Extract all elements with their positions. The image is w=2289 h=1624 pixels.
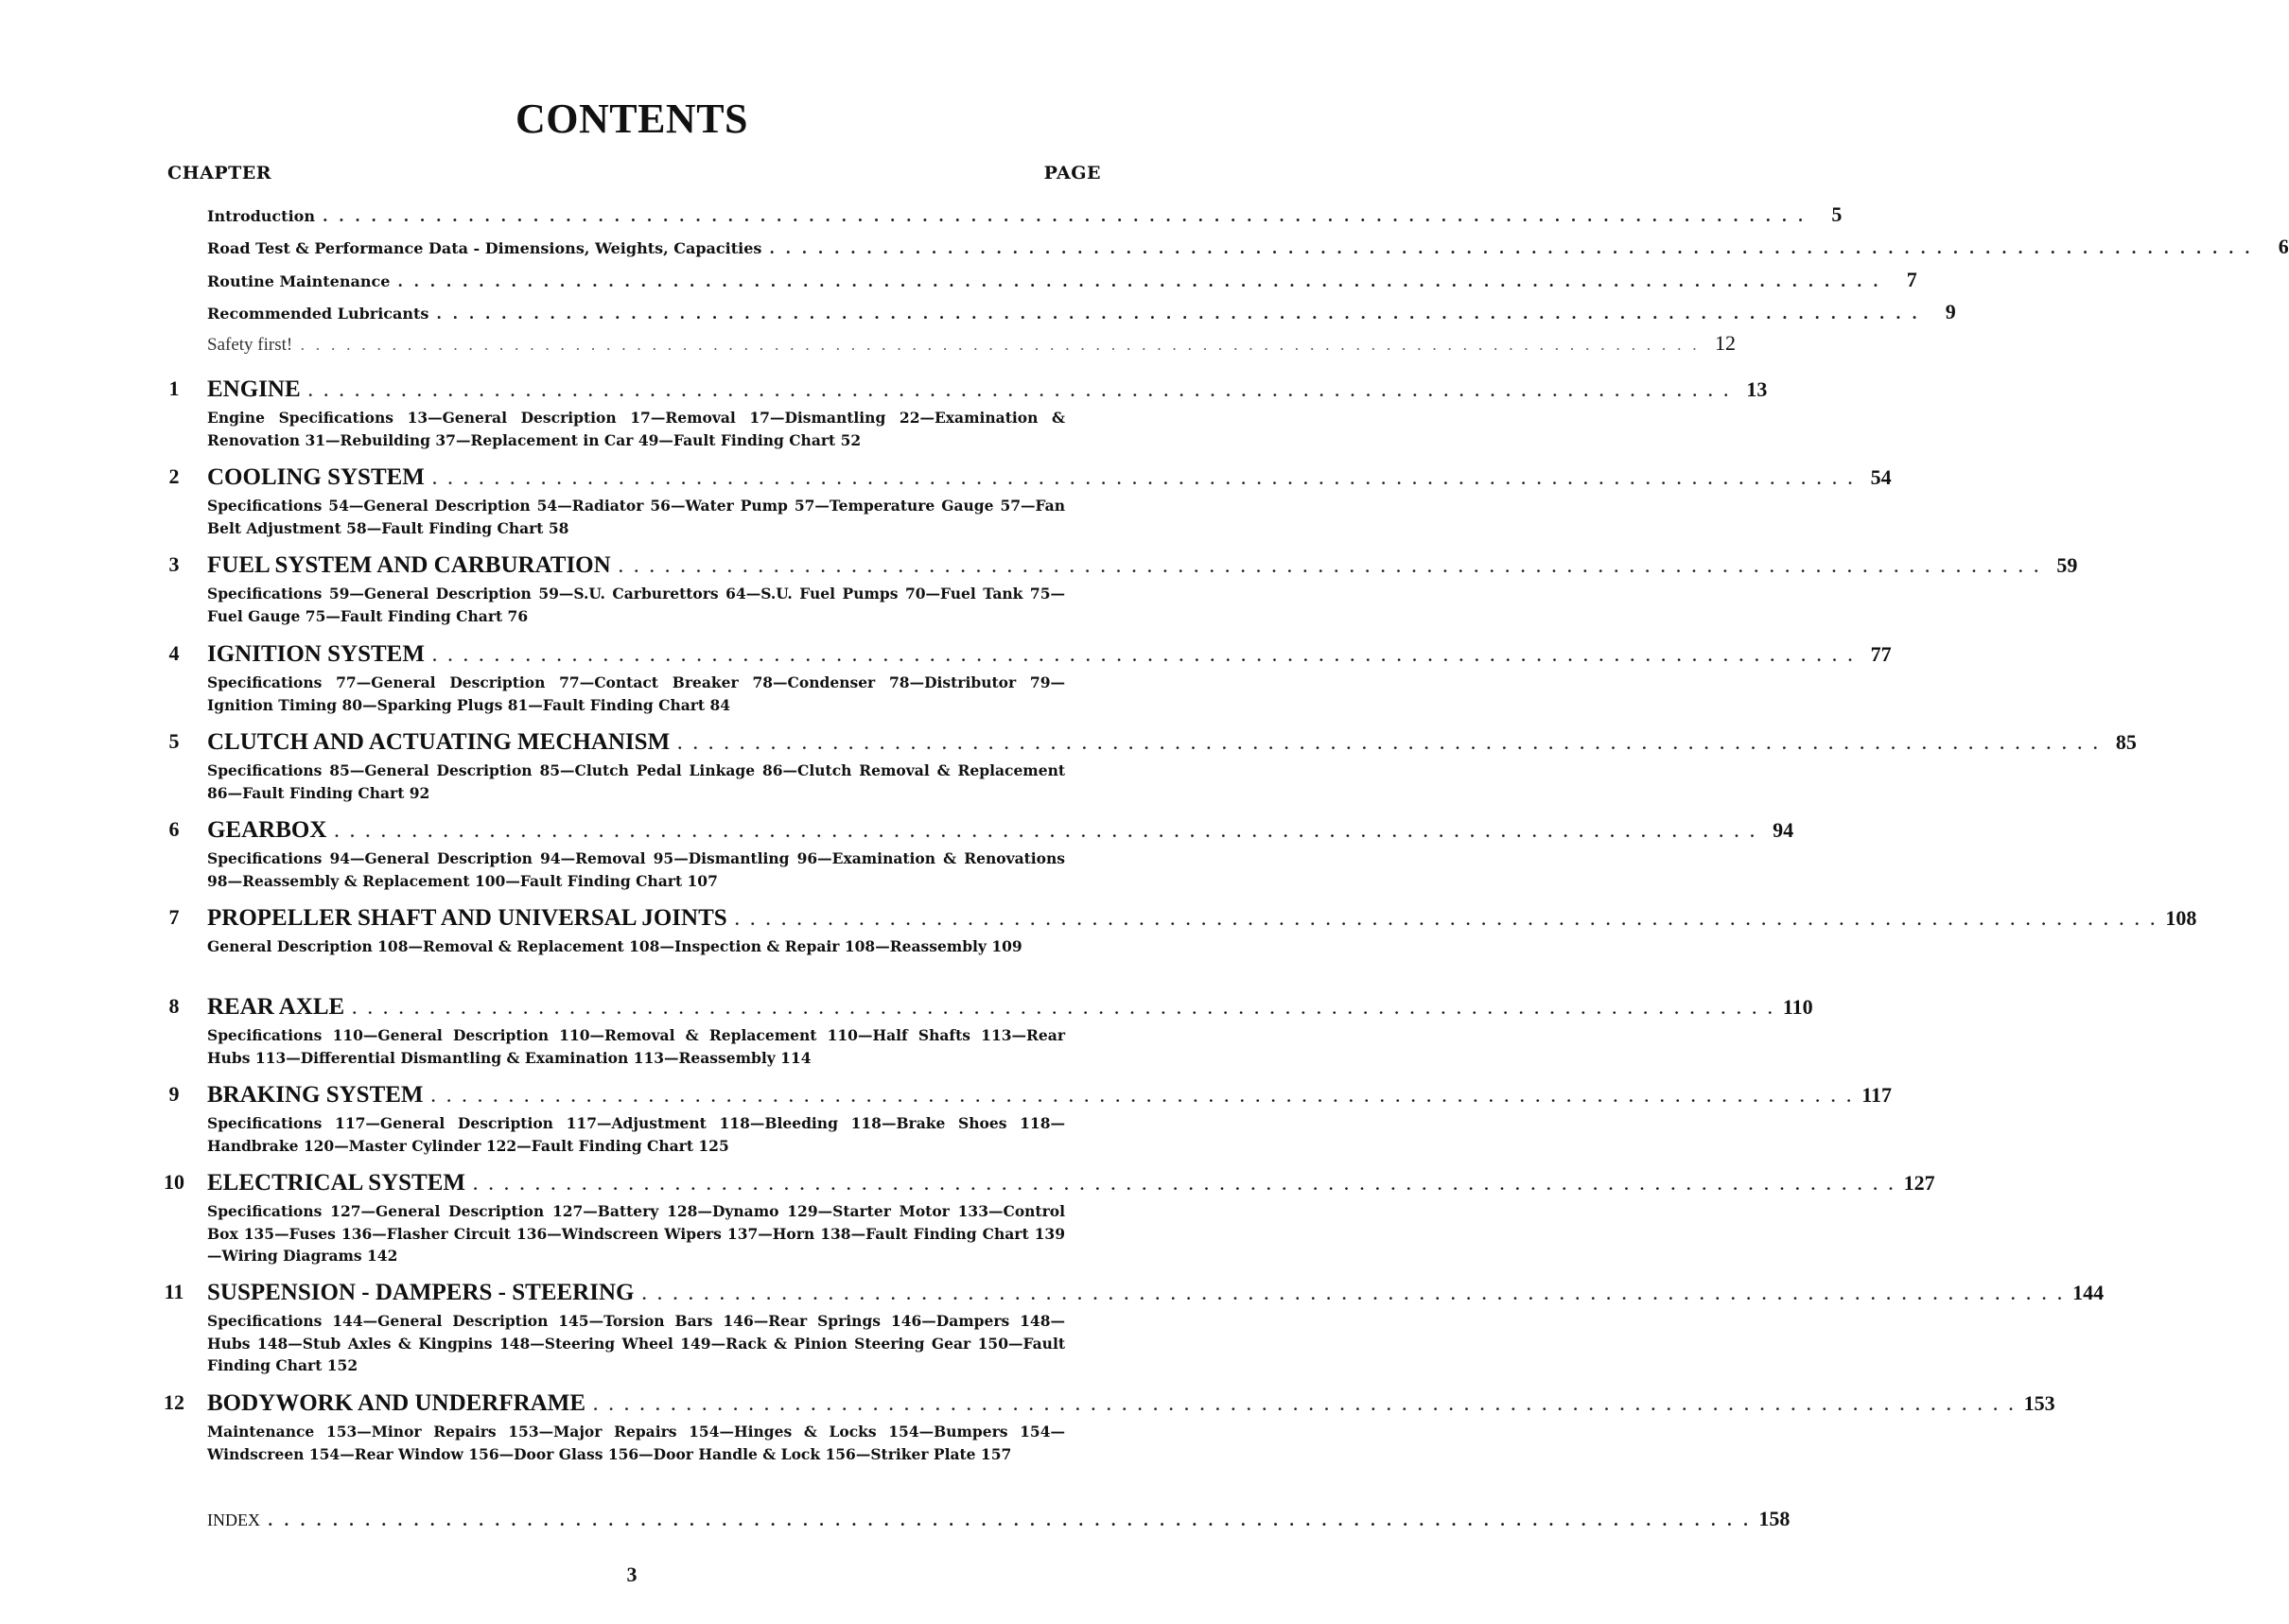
chapter-title: SUSPENSION - DAMPERS - STEERING <box>207 1280 635 1305</box>
chapter-number: 3 <box>168 552 180 576</box>
chapter-description: Specifications 59—General Description 59—S.U. Carburettors 64—S.U. Fuel Pumps 70—Fuel Tank 75—Fuel Gauge 75—Fault Finding Chart 76 <box>207 585 1065 625</box>
chapter-page-number: 108 <box>2165 906 2197 930</box>
toc-chapter-11[interactable] <box>159 1280 2105 1377</box>
chapter-number: 12 <box>164 1390 184 1414</box>
chapter-number: 1 <box>168 376 180 400</box>
chapter-page-number: 144 <box>2072 1281 2105 1304</box>
entry-page-number: 7 <box>1906 268 1917 291</box>
page-column-heading: PAGE <box>1043 163 1101 183</box>
chapter-page-number: 153 <box>2023 1391 2055 1415</box>
entry-label: Safety first! <box>207 335 293 355</box>
page-title: CONTENTS <box>515 96 749 142</box>
dot-leader: . . . . . . . . . . . . . . . . . . . . . . . . . . . . . . . . . . . . . . . . . . . . . . . . . . . . . . . . . . . . . . . . . . . . . . . . . . . . . . . . . . . . . . . . . . . . <box>431 471 1856 488</box>
chapter-title: BRAKING SYSTEM <box>207 1082 424 1108</box>
toc-entry-routine-maintenance[interactable] <box>207 268 1917 294</box>
chapter-number: 2 <box>168 464 180 488</box>
toc-chapter-8[interactable] <box>159 994 1813 1069</box>
entry-label: Recommended Lubricants <box>207 305 429 323</box>
chapter-page-number: 59 <box>2056 553 2078 577</box>
toc-chapter-9[interactable] <box>159 1082 1892 1157</box>
dot-leader: . . . . . . . . . . . . . . . . . . . . . . . . . . . . . . . . . . . . . . . . . . . . . . . . . . . . . . . . . . . . . . . . . . . . . . . . . . . . . . . . . . . . . . . . . . . . <box>430 1089 1855 1106</box>
chapter-number: 11 <box>164 1280 184 1303</box>
chapter-description: Specifications 117—General Description 117—Adjustment 118—Bleeding 118—Brake Shoes 118—Handbrake 120—Master Cylinder 122—Fault Finding Chart 125 <box>207 1114 1065 1155</box>
toc-entry-road-test[interactable] <box>207 235 2289 261</box>
chapter-number: 5 <box>168 729 180 753</box>
toc-chapter-1[interactable] <box>159 376 1768 451</box>
entry-page-number: 5 <box>1831 202 1843 226</box>
chapter-description: Specifications 144—General Description 145—Torsion Bars 146—Rear Springs 146—Dampers 148—Hubs 148—Stub Axles & Kingpins 148—Steering Wheel 149—Rack & Pinion Steering Gear 150—Fault Finding Chart 152 <box>207 1312 1065 1374</box>
dot-leader: . . . . . . . . . . . . . . . . . . . . . . . . . . . . . . . . . . . . . . . . . . . . . . . . . . . . . . . . . . . . . . . . . . . . . . . . . . . . . . . . . . . . . . . . . . . . <box>300 336 1700 354</box>
entry-label: Introduction <box>207 207 315 225</box>
chapter-title: CLUTCH AND ACTUATING MECHANISM <box>207 729 671 755</box>
chapter-description: Specifications 110—General Description 110—Removal & Replacement 110—Half Shafts 113—Rear Hubs 113—Differential Dismantling & Examination 113—Reassembly 114 <box>207 1026 1065 1067</box>
toc-chapter-6[interactable] <box>159 817 1794 892</box>
chapter-description: Specifications 127—General Description 127—Battery 128—Dynamo 129—Starter Motor 133—Control Box 135—Fuses 136—Flasher Circuit 136—Windscreen Wipers 137—Horn 138—Fault Finding Chart 139—Wiring Diagrams 142 <box>207 1202 1065 1265</box>
entry-page-number: 158 <box>1758 1507 1791 1530</box>
chapter-title: GEARBOX <box>207 817 327 843</box>
dot-leader: . . . . . . . . . . . . . . . . . . . . . . . . . . . . . . . . . . . . . . . . . . . . . . . . . . . . . . . . . . . . . . . . . . . . . . . . . . . . . . . . . . . . . . . . . . . . <box>593 1397 2017 1414</box>
entry-page-number: 12 <box>1714 331 1736 355</box>
dot-leader: . . . . . . . . . . . . . . . . . . . . . . . . . . . . . . . . . . . . . . . . . . . . . . . . . . . . . . . . . . . . . . . . . . . . . . . . . . . . . . . . . . . . . . . . . . . . <box>734 912 2158 929</box>
dot-leader: . . . . . . . . . . . . . . . . . . . . . . . . . . . . . . . . . . . . . . . . . . . . . . . . . . . . . . . . . . . . . . . . . . . . . . . . . . . . . . . . . . . . . . . . . . . . <box>641 1286 2066 1303</box>
chapter-description: Specifications 77—General Description 77—Contact Breaker 78—Condenser 78—Distributor 79—Ignition Timing 80—Sparking Plugs 81—Fault Finding Chart 84 <box>207 673 1065 714</box>
chapter-title: FUEL SYSTEM AND CARBURATION <box>207 552 611 578</box>
chapter-page-number: 77 <box>1870 642 1892 666</box>
dot-leader: . . . . . . . . . . . . . . . . . . . . . . . . . . . . . . . . . . . . . . . . . . . . . . . . . . . . . . . . . . . . . . . . . . . . . . . . . . . . . . . . . . . . . . . . . . . . <box>473 1177 1896 1194</box>
toc-entry-index[interactable] <box>207 1507 1791 1533</box>
chapter-description: Specifications 85—General Description 85—Clutch Pedal Linkage 86—Clutch Removal & Replacement 86—Fault Finding Chart 92 <box>207 761 1065 802</box>
chapter-number: 8 <box>168 994 180 1018</box>
chapter-description: Engine Specifications 13—General Description 17—Removal 17—Dismantling 22—Examination & Renovation 31—Rebuilding 37—Replacement in Car 49—Fault Finding Chart 52 <box>207 409 1065 449</box>
chapter-title: REAR AXLE <box>207 994 345 1020</box>
dot-leader: . . . . . . . . . . . . . . . . . . . . . . . . . . . . . . . . . . . . . . . . . . . . . . . . . . . . . . . . . . . . . . . . . . . . . . . . . . . . . . . . . . . . . . . . . . . . <box>334 824 1758 841</box>
chapter-number: 6 <box>168 817 180 841</box>
footer-page-number: 3 <box>626 1563 638 1586</box>
entry-label: Road Test & Performance Data - Dimensions, Weights, Capacities <box>207 239 762 257</box>
chapter-title: PROPELLER SHAFT AND UNIVERSAL JOINTS <box>207 905 727 931</box>
dot-leader: . . . . . . . . . . . . . . . . . . . . . . . . . . . . . . . . . . . . . . . . . . . . . . . . . . . . . . . . . . . . . . . . . . . . . . . . . . . . . . . . . . . . . . . . . . . . <box>431 648 1856 665</box>
chapter-page-number: 13 <box>1746 377 1768 401</box>
chapter-number: 7 <box>168 905 180 929</box>
chapter-description: Specifications 54—General Description 54—Radiator 56—Water Pump 57—Temperature Gauge 57—Fan Belt Adjustment 58—Fault Finding Chart 58 <box>207 497 1065 537</box>
entry-label: Routine Maintenance <box>207 272 391 290</box>
chapter-number: 4 <box>168 641 180 665</box>
chapter-column-heading: CHAPTER <box>167 163 272 183</box>
chapter-number: 9 <box>168 1082 180 1106</box>
toc-chapter-12[interactable] <box>159 1390 2055 1465</box>
toc-entry-safety-first[interactable] <box>207 331 1736 358</box>
toc-chapter-2[interactable] <box>159 464 1892 539</box>
chapter-description: Specifications 94—General Description 94—Removal 95—Dismantling 96—Examination & Renovations 98—Reassembly & Replacement 100—Fault Finding Chart 107 <box>207 849 1065 890</box>
toc-entry-recommended-lubricants[interactable] <box>207 300 1956 326</box>
dot-leader: . . . . . . . . . . . . . . . . . . . . . . . . . . . . . . . . . . . . . . . . . . . . . . . . . . . . . . . . . . . . . . . . . . . . . . . . . . . . . . . . . . . . . . . . . . . . <box>268 1511 1752 1529</box>
chapter-page-number: 117 <box>1861 1083 1892 1107</box>
chapter-page-number: 94 <box>1773 818 1794 842</box>
entry-label: INDEX <box>207 1510 260 1529</box>
chapter-title: BODYWORK AND UNDERFRAME <box>207 1390 585 1416</box>
dot-leader: . . . . . . . . . . . . . . . . . . . . . . . . . . . . . . . . . . . . . . . . . . . . . . . . . . . . . . . . . . . . . . . . . . . . . . . . . . . . . . . . . . . . . . . . . . . . <box>677 736 2101 753</box>
chapter-page-number: 127 <box>1903 1171 1935 1195</box>
dot-leader: . . . . . . . . . . . . . . . . . . . . . . . . . . . . . . . . . . . . . . . . . . . . . . . . . . . . . . . . . . . . . . . . . . . . . . . . . . . . . . . . . . . . . . . . . . . . <box>769 239 2253 257</box>
toc-entry-introduction[interactable] <box>207 202 1843 229</box>
chapter-description: Maintenance 153—Minor Repairs 153—Major Repairs 154—Hinges & Locks 154—Bumpers 154—Windscreen 154—Rear Window 156—Door Glass 156—Door Handle & Lock 156—Striker Plate 157 <box>207 1423 1065 1463</box>
entry-page-number: 9 <box>1945 300 1956 323</box>
toc-chapter-5[interactable] <box>159 729 2137 804</box>
dot-leader: . . . . . . . . . . . . . . . . . . . . . . . . . . . . . . . . . . . . . . . . . . . . . . . . . . . . . . . . . . . . . . . . . . . . . . . . . . . . . . . . . . . . . . . . . . . . <box>322 207 1807 225</box>
chapter-title: IGNITION SYSTEM <box>207 641 425 667</box>
chapter-number: 10 <box>164 1170 184 1194</box>
chapter-page-number: 110 <box>1782 995 1813 1019</box>
toc-chapter-4[interactable] <box>159 641 1892 716</box>
toc-chapter-7[interactable] <box>159 905 2197 958</box>
chapter-title: ENGINE <box>207 376 301 402</box>
chapter-title: ELECTRICAL SYSTEM <box>207 1170 465 1196</box>
entry-page-number: 6 <box>2278 235 2289 258</box>
dot-leader: . . . . . . . . . . . . . . . . . . . . . . . . . . . . . . . . . . . . . . . . . . . . . . . . . . . . . . . . . . . . . . . . . . . . . . . . . . . . . . . . . . . . . . . . . . . . <box>352 1001 1775 1018</box>
dot-leader: . . . . . . . . . . . . . . . . . . . . . . . . . . . . . . . . . . . . . . . . . . . . . . . . . . . . . . . . . . . . . . . . . . . . . . . . . . . . . . . . . . . . . . . . . . . . <box>397 272 1881 290</box>
dot-leader: . . . . . . . . . . . . . . . . . . . . . . . . . . . . . . . . . . . . . . . . . . . . . . . . . . . . . . . . . . . . . . . . . . . . . . . . . . . . . . . . . . . . . . . . . . . . <box>436 305 1920 323</box>
chapter-page-number: 85 <box>2115 730 2137 754</box>
dot-leader: . . . . . . . . . . . . . . . . . . . . . . . . . . . . . . . . . . . . . . . . . . . . . . . . . . . . . . . . . . . . . . . . . . . . . . . . . . . . . . . . . . . . . . . . . . . . <box>307 383 1732 400</box>
toc-chapter-10[interactable] <box>159 1170 1935 1267</box>
toc-chapter-3[interactable] <box>159 552 2078 627</box>
chapter-page-number: 54 <box>1870 465 1892 489</box>
dot-leader: . . . . . . . . . . . . . . . . . . . . . . . . . . . . . . . . . . . . . . . . . . . . . . . . . . . . . . . . . . . . . . . . . . . . . . . . . . . . . . . . . . . . . . . . . . . . <box>618 559 2042 576</box>
chapter-description: General Description 108—Removal & Replacement 108—Inspection & Repair 108—Reassembly 109 <box>207 937 1022 955</box>
chapter-title: COOLING SYSTEM <box>207 464 425 490</box>
